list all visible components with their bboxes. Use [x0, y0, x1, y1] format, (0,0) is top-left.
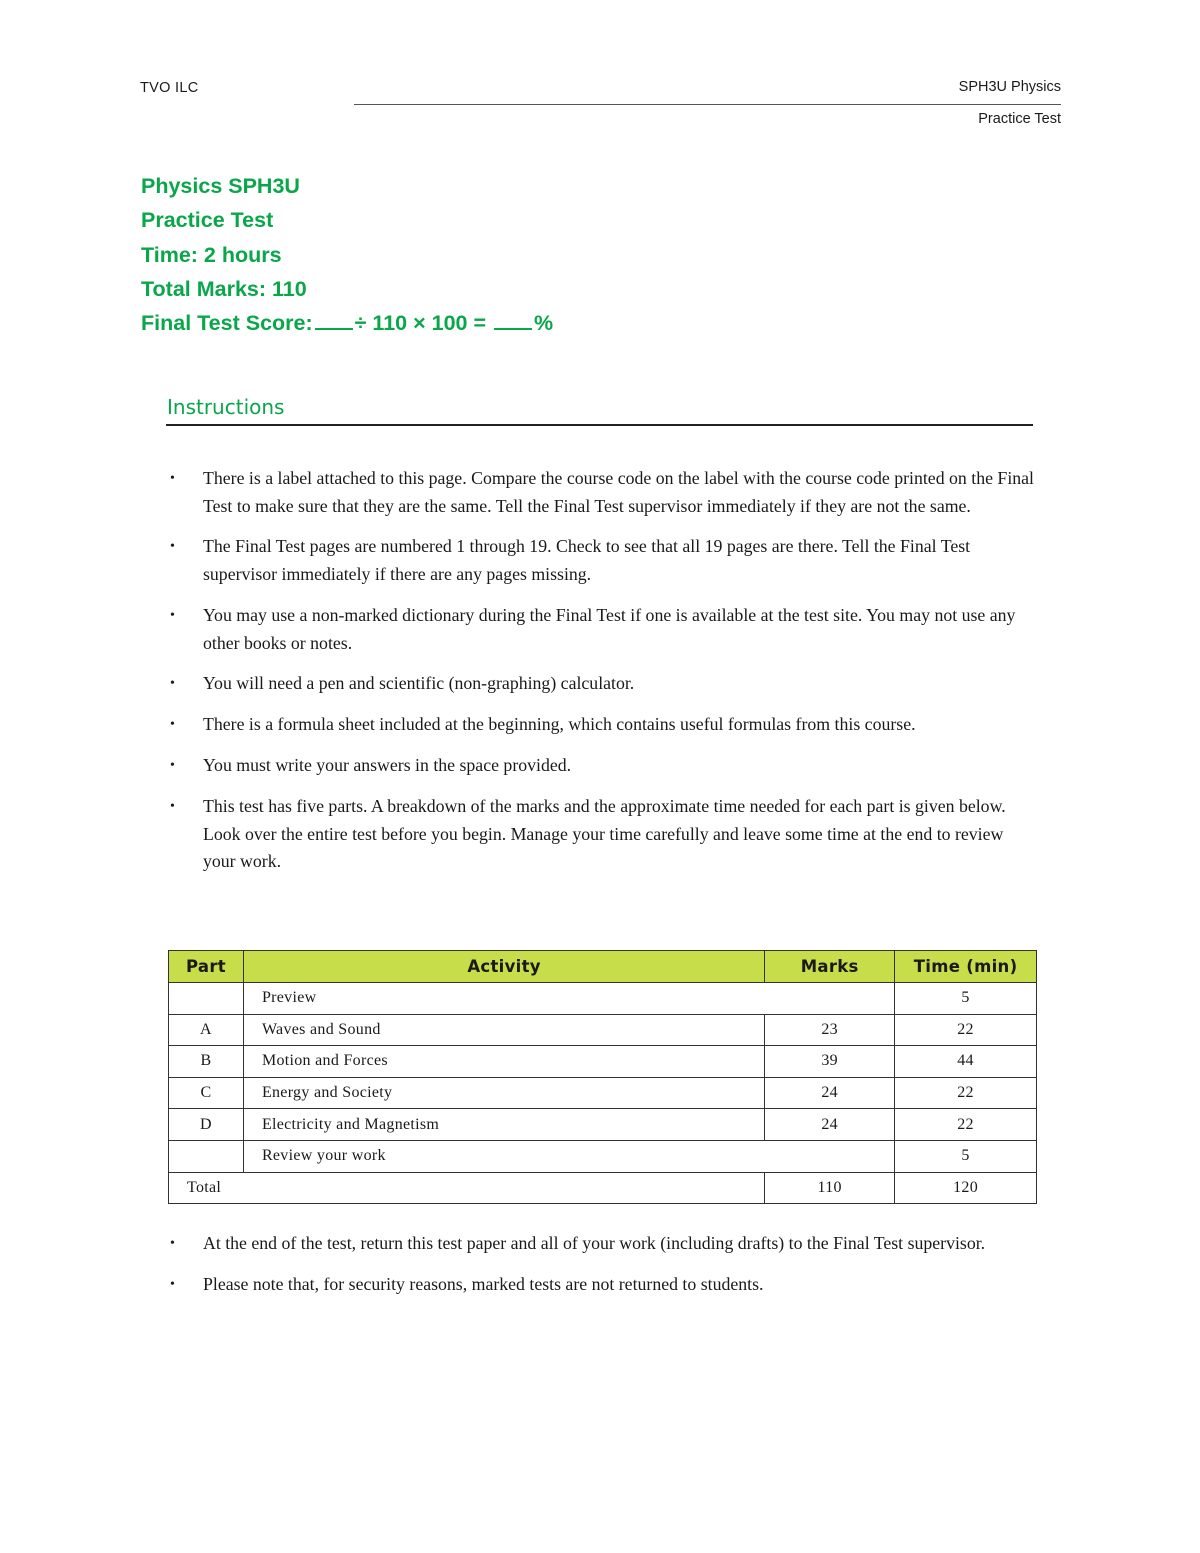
marks-table [168, 950, 1037, 1204]
header-doc-type: Practice Test [978, 111, 1061, 127]
bullet-icon: • [170, 1276, 175, 1292]
table-cell: 24 [765, 1077, 895, 1109]
col-header-time: Time (min) [895, 951, 1037, 983]
table-cell: Motion and Forces [243, 1046, 764, 1078]
course-title: Physics SPH3U [141, 174, 300, 198]
percent-blank[interactable] [494, 308, 532, 330]
col-header-activity: Activity [243, 951, 764, 983]
score-prefix: Final Test Score: [141, 311, 313, 336]
table-cell: 23 [765, 1014, 895, 1046]
table-row [169, 1140, 1037, 1172]
bullet-icon: • [170, 717, 175, 733]
table-cell: 22 [895, 1109, 1037, 1141]
bullet-icon: • [170, 607, 175, 623]
table-row [169, 1046, 1037, 1078]
bullet-icon: • [170, 539, 175, 555]
col-header-part: Part [169, 951, 244, 983]
list-item: • You may use a non-marked dictionary during the Final Test if one is available at the test site. You may not use any other books or notes. [167, 602, 1037, 657]
title-block [141, 171, 553, 342]
table-total-row [169, 1172, 1037, 1204]
header-left: TVO ILC [140, 80, 199, 96]
table-cell: B [169, 1046, 244, 1078]
score-blank[interactable] [315, 308, 353, 330]
time-line: Time: 2 hours [141, 242, 282, 267]
list-item: • You must write your answers in the space provided. [167, 752, 1037, 780]
table-cell: 5 [895, 983, 1037, 1015]
table-cell: Waves and Sound [243, 1014, 764, 1046]
table-cell: 22 [895, 1077, 1037, 1109]
table-cell: Electricity and Magnetism [243, 1109, 764, 1141]
table-header-row [169, 951, 1037, 983]
table-cell: 5 [895, 1140, 1037, 1172]
bullet-icon: • [170, 471, 175, 486]
table-cell [169, 1140, 244, 1172]
instructions-list [167, 465, 1037, 889]
table-cell: A [169, 1014, 244, 1046]
bullet-icon: • [170, 676, 175, 692]
table-cell: 120 [895, 1172, 1037, 1204]
table-row [169, 983, 1037, 1015]
list-item: • The Final Test pages are numbered 1 through 19. Check to see that all 19 pages are there. Tell the Final Test supervisor immediately if there are any pages missing. [167, 533, 1037, 588]
bullet-icon: • [170, 799, 175, 815]
table-cell: 44 [895, 1046, 1037, 1078]
closing-list [167, 1230, 1037, 1312]
table-cell: Total [169, 1172, 765, 1204]
table-cell: C [169, 1077, 244, 1109]
bullet-icon: • [170, 758, 175, 774]
total-marks-line: Total Marks: 110 [141, 276, 307, 301]
col-header-marks: Marks [765, 951, 895, 983]
list-item: • This test has five parts. A breakdown of the marks and the approximate time needed for each part is given below. Look over the entire test before you begin. Manage your time carefully and leave some time at the end to review your work. [167, 793, 1037, 876]
list-item: • You will need a pen and scientific (non-graphing) calculator. [167, 670, 1037, 698]
header-course: SPH3U Physics [958, 79, 1061, 95]
header-divider [354, 104, 1061, 105]
table-cell: 110 [765, 1172, 895, 1204]
score-suffix: % [534, 311, 554, 336]
table-cell [169, 983, 244, 1015]
table-cell: D [169, 1109, 244, 1141]
list-item: • Please note that, for security reasons, marked tests are not returned to students. [167, 1271, 1037, 1299]
table-cell: Review your work [243, 1140, 894, 1172]
table-cell: 22 [895, 1014, 1037, 1046]
table-cell: 24 [765, 1109, 895, 1141]
instructions-heading: Instructions [167, 395, 285, 419]
list-item: • At the end of the test, return this test paper and all of your work (including drafts) to the Final Test supervisor. [167, 1230, 1037, 1258]
instructions-divider [166, 424, 1033, 426]
table-cell: Energy and Society [243, 1077, 764, 1109]
table-row [169, 1077, 1037, 1109]
score-mid: ÷ 110 × 100 = [354, 311, 487, 336]
list-item: • There is a formula sheet included at the beginning, which contains useful formulas from this course. [167, 711, 1037, 739]
score-line [141, 308, 553, 342]
table-row [169, 1014, 1037, 1046]
table-row [169, 1109, 1037, 1141]
bullet-icon: • [170, 1236, 175, 1251]
test-title: Practice Test [141, 208, 274, 233]
list-item: • There is a label attached to this page. Compare the course code on the label with the course code printed on the Final Test to make sure that they are the same. Tell the Final Test supervisor immediately if they are not the same. [167, 465, 1037, 520]
table-cell: 39 [765, 1046, 895, 1078]
table-cell: Preview [243, 983, 894, 1015]
